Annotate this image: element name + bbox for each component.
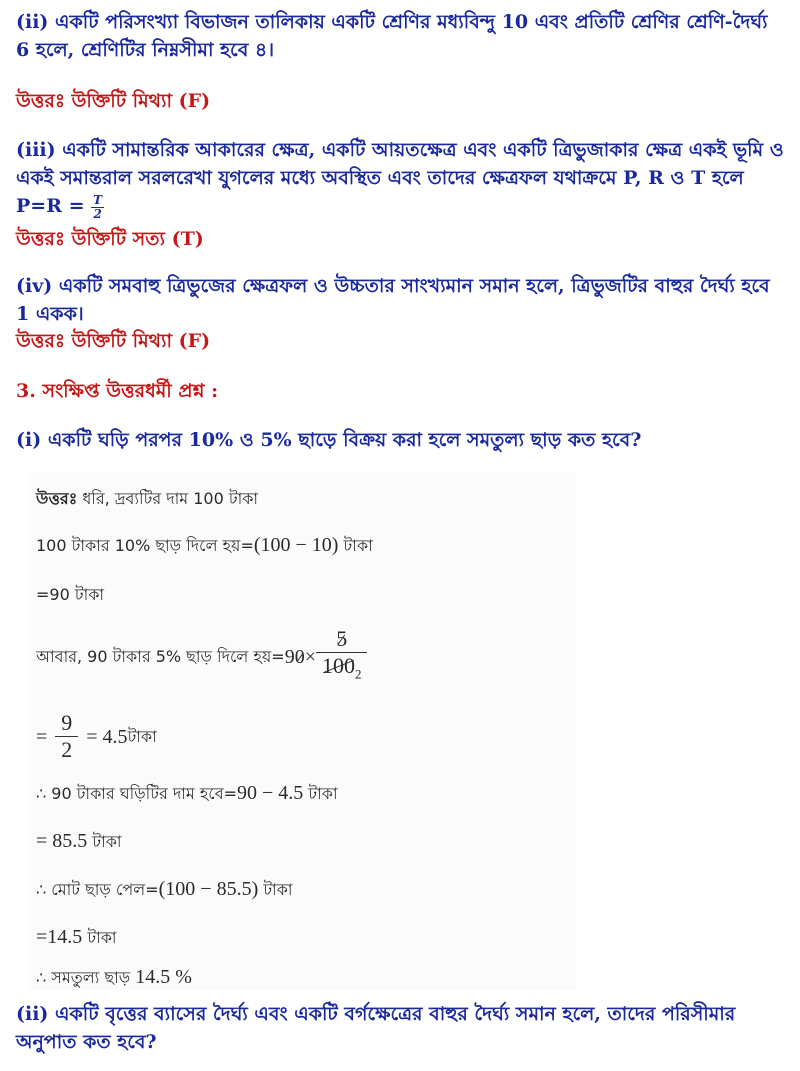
solution-line-9-unit: টাকা bbox=[82, 928, 117, 947]
solution-line-2-unit: টাকা bbox=[338, 536, 373, 555]
solution-assumption: ধরি, দ্রব্যটির দাম 100 টাকা bbox=[77, 489, 259, 508]
question-3-ii bbox=[16, 1000, 786, 1056]
answer-iii bbox=[16, 226, 204, 252]
question-3-ii-text: একটি বৃত্তের ব্যাসের দৈর্ঘ্য এবং একটি বর্গক্ষেত্রের বাহুর দৈর্ঘ্য সমান হলে, তাদের পরিসীমার অনুপাত কত হবে? bbox=[16, 1003, 736, 1053]
answer-iv-tag: (F) bbox=[178, 330, 211, 352]
solution-line-5 bbox=[36, 712, 157, 761]
statement-iii bbox=[16, 136, 786, 221]
times-symbol: × bbox=[304, 645, 316, 668]
reduced-denominator: 2 bbox=[354, 666, 362, 682]
solution-line-2-text: 100 টাকার 10% ছাড় দিলে হয়= bbox=[36, 536, 254, 555]
answer-iii-label: উত্তরঃ উক্তিটি সত্য bbox=[16, 228, 165, 250]
question-3-ii-number: (ii) bbox=[16, 1003, 49, 1025]
solution-line-3: =90 টাকা bbox=[36, 585, 105, 604]
solution-line-5-result: = 4.5 bbox=[86, 725, 128, 748]
statement-iv-number: (iv) bbox=[16, 275, 53, 297]
solution-line-10-text: ∴ সমতুল্য ছাড় bbox=[36, 968, 136, 987]
solution-line-10-math: 14.5 % bbox=[135, 966, 192, 988]
answer-iv bbox=[16, 328, 210, 354]
solution-line-8-text: ∴ মোট ছাড় পেল= bbox=[36, 880, 159, 899]
statement-iii-text: একটি সামান্তরিক আকারের ক্ষেত্র, একটি আয়তক্ষেত্র এবং একটি ত্রিভুজাকার ক্ষেত্র একই ভূমি ও একই সমান্তরাল সরলরেখা যুগলের মধ্যে অবস্থিত এবং তাদের ক্ষেত্রফল যথাক্রমে P, R ও T হলে P=R = bbox=[16, 139, 784, 217]
fraction-denominator: 2 bbox=[61, 737, 73, 762]
solution-line-6-text: ∴ 90 টাকার ঘড়িটির দাম হবে= bbox=[36, 784, 238, 803]
section-3-heading: 3. সংক্ষিপ্ত উত্তরধর্মী প্রশ্ন : bbox=[16, 380, 219, 402]
solution-answer-label: উত্তরঃ bbox=[36, 489, 78, 508]
fraction-numerator: 9 bbox=[55, 712, 78, 737]
cancelled-digit: 0 bbox=[294, 645, 305, 668]
answer-ii-tag: (F) bbox=[178, 90, 211, 112]
answer-ii bbox=[16, 88, 210, 114]
answer-iv-label: উত্তরঃ উক্তিটি মিথ্যা bbox=[16, 330, 172, 352]
statement-iii-fraction bbox=[91, 194, 104, 221]
solution-line-4-lead-digit: 9 bbox=[284, 645, 295, 668]
question-3-i-text: একটি ঘড়ি পরপর 10% ও 5% ছাড়ে বিক্রয় করা হলে সমতুল্য ছাড় কত হবে? bbox=[47, 429, 642, 451]
solution-line-4-text: আবার, 90 টাকার 5% ছাড় দিলে হয়= bbox=[36, 646, 285, 666]
question-3-i-number: (i) bbox=[16, 429, 42, 451]
statement-iii-number: (iii) bbox=[16, 139, 56, 161]
statement-iv-text: একটি সমবাহু ত্রিভুজের ক্ষেত্রফল ও উচ্চতার সাংখ্যমান সমান হলে, ত্রিভুজটির বাহুর দৈর্ঘ্য হবে 1 একক। bbox=[16, 275, 770, 325]
solution-line-5-unit: টাকা bbox=[127, 726, 157, 746]
answer-ii-label: উত্তরঃ উক্তিটি মিথ্যা bbox=[16, 90, 172, 112]
solution-line-6-math: 90 − 4.5 bbox=[237, 782, 304, 804]
solution-line-7-math: = 85.5 bbox=[36, 830, 88, 852]
statement-ii bbox=[16, 8, 786, 64]
solution-line-4-fraction bbox=[316, 628, 368, 685]
answer-iii-tag: (T) bbox=[171, 228, 204, 250]
solution-line-9 bbox=[36, 926, 117, 949]
question-3-i bbox=[16, 426, 786, 454]
cancelled-denominator: 100 bbox=[321, 653, 355, 678]
solution-line-8-unit: টাকা bbox=[258, 880, 293, 899]
solution-line-10 bbox=[36, 966, 192, 989]
solution-line-8-math: (100 − 85.5) bbox=[158, 878, 259, 900]
fraction-denominator: 2 bbox=[93, 206, 102, 221]
solution-line-7 bbox=[36, 830, 122, 853]
solution-line-8 bbox=[36, 878, 293, 901]
solution-line-6-unit: টাকা bbox=[303, 784, 338, 803]
statement-iv bbox=[16, 272, 786, 328]
solution-line-1 bbox=[36, 488, 258, 510]
solution-line-4 bbox=[36, 628, 367, 685]
solution-line-9-math: =14.5 bbox=[36, 926, 83, 948]
fraction-numerator: T bbox=[93, 192, 103, 207]
solution-line-6 bbox=[36, 782, 338, 805]
statement-ii-number: (ii) bbox=[16, 11, 49, 33]
equals-sign: = bbox=[36, 725, 48, 748]
solution-line-2 bbox=[36, 534, 373, 557]
statement-ii-text: একটি পরিসংখ্যা বিভাজন তালিকায় একটি শ্রেণির মধ্যবিন্দু 10 এবং প্রতিটি শ্রেণির শ্রেণি-দৈর্ঘ্য 6 হলে, শ্রেণিটির নিম্নসীমা হবে ৪। bbox=[16, 11, 768, 61]
solution-line-5-fraction bbox=[55, 712, 78, 761]
solution-line-2-math: (100 − 10) bbox=[253, 534, 339, 556]
cancelled-numerator: 5 bbox=[336, 626, 348, 651]
solution-line-7-unit: টাকা bbox=[87, 832, 122, 851]
